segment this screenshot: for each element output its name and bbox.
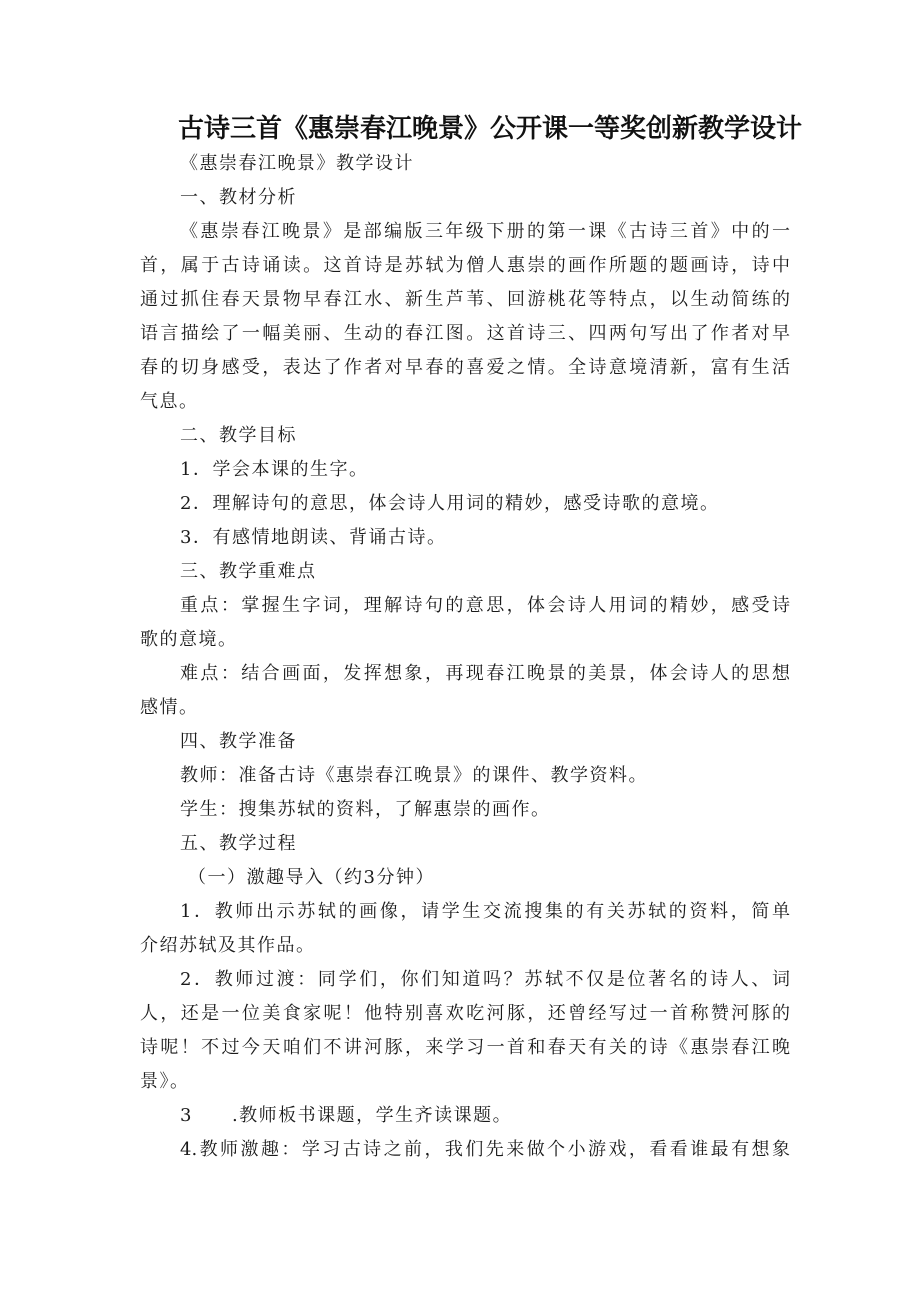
paragraph-line: 通过抓住春天景物早春江水、新生芦苇、回游桃花等特点，以生动简练的 (140, 289, 790, 310)
paragraph-line: 重点：掌握生字词，理解诗句的意思，体会诗人用词的精妙，感受诗 (180, 595, 790, 616)
paragraph-line: 景》。 (140, 1071, 190, 1092)
paragraph-line: 1．教师出示苏轼的画像，请学生交流搜集的有关苏轼的资料，简单 (180, 901, 790, 922)
paragraph-line: 春的切身感受，表达了作者对早春的喜爱之情。全诗意境清新，富有生活 (140, 357, 790, 378)
section-heading: 二、教学目标 (180, 425, 297, 446)
subsection-heading: （一）激趣导入（约3分钟） (188, 867, 435, 888)
paragraph-line: 首，属于古诗诵读。这首诗是苏轼为僧人惠崇的画作所题的题画诗，诗中 (140, 255, 790, 276)
paragraph-line: 介绍苏轼及其作品。 (140, 935, 316, 956)
paragraph-line: 难点：结合画面，发挥想象，再现春江晚景的美景，体会诗人的思想 (180, 663, 790, 684)
paragraph-line: 感情。 (140, 697, 199, 718)
list-item: 3．有感情地朗读、背诵古诗。 (180, 527, 447, 548)
paragraph-line: 语言描绘了一幅美丽、生动的春江图。这首诗三、四两句写出了作者对早 (140, 323, 790, 344)
document-title: 古诗三首《惠崇春江晚景》公开课一等奖创新教学设计 (177, 114, 802, 144)
paragraph-line: 诗呢！不过今天咱们不讲河豚，来学习一首和春天有关的诗《惠崇春江晚 (140, 1037, 790, 1058)
section-heading: 四、教学准备 (180, 731, 297, 752)
list-item: 1．学会本课的生字。 (180, 459, 369, 480)
section-heading: 一、教材分析 (180, 187, 297, 208)
paragraph-line: 歌的意境。 (140, 629, 238, 650)
paragraph-line: 《惠崇春江晚景》是部编版三年级下册的第一课《古诗三首》中的一 (180, 221, 790, 242)
subtitle: 《惠崇春江晚景》教学设计 (180, 153, 414, 174)
list-item: 2．理解诗句的意思，体会诗人用词的精妙，感受诗歌的意境。 (180, 493, 720, 514)
paragraph-line: 教师：准备古诗《惠崇春江晚景》的课件、教学资料。 (180, 765, 648, 786)
paragraph-line: 学生：搜集苏轼的资料，了解惠崇的画作。 (180, 799, 551, 820)
paragraph-line: 2．教师过渡：同学们，你们知道吗？苏轼不仅是位著名的诗人、词 (180, 969, 790, 990)
section-heading: 五、教学过程 (180, 833, 297, 854)
paragraph-line: 3 .教师板书课题，学生齐读课题。 (180, 1105, 513, 1126)
section-heading: 三、教学重难点 (180, 561, 317, 582)
paragraph-line: 气息。 (140, 391, 199, 412)
paragraph-line: 4.教师激趣：学习古诗之前，我们先来做个小游戏，看看谁最有想象 (180, 1139, 790, 1160)
paragraph-line: 人，还是一位美食家呢！他特别喜欢吃河豚，还曾经写过一首称赞河豚的 (140, 1003, 790, 1024)
